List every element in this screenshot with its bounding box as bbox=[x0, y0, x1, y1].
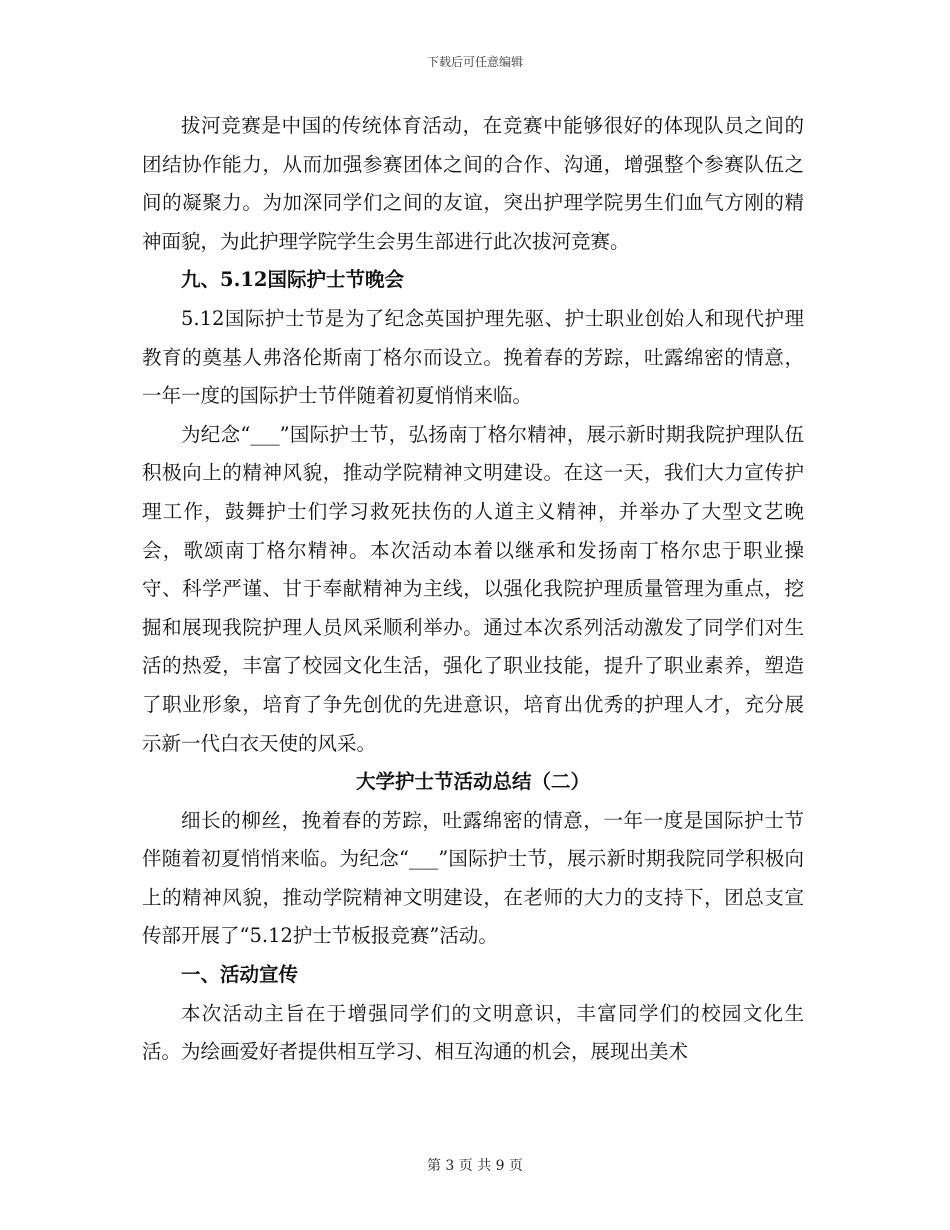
paragraph-blackboard-contest: 细长的柳丝，挽着春的芳踪，吐露绵密的情意，一年一度是国际护士节伴随着初夏悄悄来临。为纪念“___”国际护士节，展示新时期我院同学积极向上的精神风貌，推动学院精神文明建设，在老师的大力的支持下，团总支宣传部开展了“5.12护士节板报竞赛”活动。 bbox=[142, 808, 804, 948]
paragraph-tug-of-war: 拔河竞赛是中国的传统体育活动，在竞赛中能够很好的体现队员之间的团结协作能力，从而加强参赛团体之间的合作、沟通，增强整个参赛队伍之间的凝聚力。为加深同学们之间的友谊，突出护理学院男生们血气方刚的精神面貌，为此护理学院学生会男生部进行此次拔河竞赛。 bbox=[142, 114, 804, 253]
document-body bbox=[142, 107, 804, 1072]
document-title-part-two: 大学护士节活动总结（二） bbox=[355, 770, 590, 794]
page-header: 下载后可任意编辑 bbox=[426, 55, 523, 69]
section-heading-nurses-day-gala: 九、5.12国际护士节晚会 bbox=[181, 268, 404, 292]
paragraph-nurses-day-commemoration: 为纪念“___”国际护士节，弘扬南丁格尔精神，展示新时期我院护理队伍积极向上的精神风貌，推动学院精神文明建设。在这一天，我们大力宣传护理工作，鼓舞护士们学习救死扶伤的人道主义精神，并举办了大型文艺晚会，歌颂南丁格尔精神。本次活动本着以继承和发扬南丁格尔忠于职业操守、科学严谨、甘于奉献精神为主线，以强化我院护理质量管理为重点，挖掘和展现我院护理人员风采顺利举办。通过本次系列活动激发了同学们对生活的热爱，丰富了校园文化生活，强化了职业技能，提升了职业素养，塑造了职业形象，培育了争先创优的先进意识，培育出优秀的护理人才，充分展示新一代白衣天使的风采。 bbox=[142, 422, 804, 755]
paragraph-activity-purpose: 本次活动主旨在于增强同学们的文明意识，丰富同学们的校园文化生活。为绘画爱好者提供相互学习、相互沟通的机会，展现出美术 bbox=[142, 1001, 804, 1064]
page-footer: 第 3 页 共 9 页 bbox=[426, 1158, 524, 1174]
section-heading-publicity: 一、活动宣传 bbox=[181, 963, 299, 987]
paragraph-nurses-day-origin: 5.12国际护士节是为了纪念英国护理先驱、护士职业创始人和现代护理教育的奠基人弗洛伦斯南丁格尔而设立。挽着春的芳踪，吐露绵密的情意，一年一度的国际护士节伴随着初夏悄悄来临。 bbox=[142, 306, 804, 408]
